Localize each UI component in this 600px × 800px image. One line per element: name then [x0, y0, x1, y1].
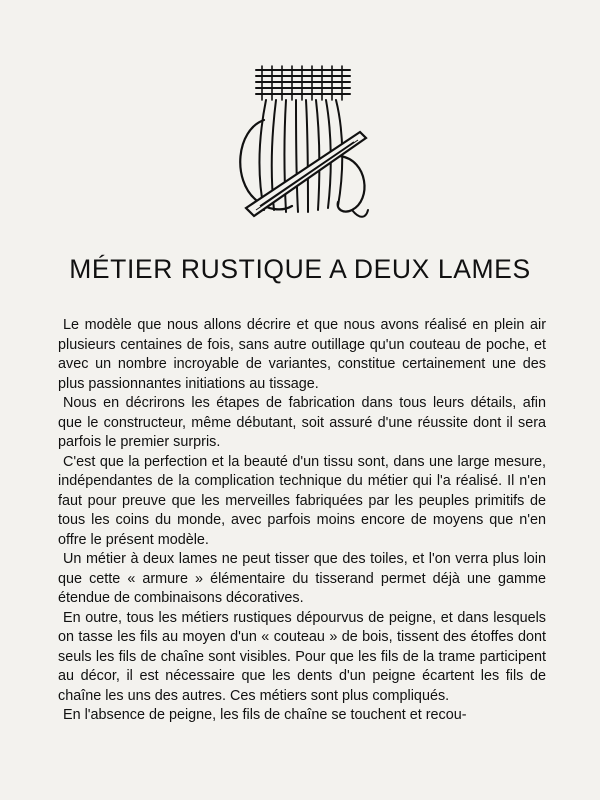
paragraph: C'est que la perfection et la beauté d'un tissu sont, dans une large mesure, indépendantes de la complication technique du métier qui l'a réalisé. Il n'en faut pour preuve que les merveilles fabriquées par les peuples primitifs de tous les coins du monde, avec parfois moins encore de moyens que n'en offre le présent modèle.: [58, 453, 546, 548]
paragraph: En l'absence de peigne, les fils de chaîne se touchent et recou-: [63, 707, 467, 723]
paragraph: Nous en décrirons les étapes de fabrication dans tous leurs détails, afin que le constructeur, même débutant, soit assuré d'une réussite dont il sera parfois le premier surpris.: [58, 395, 546, 450]
body-text: [58, 316, 546, 726]
loom-weaving-icon: [226, 60, 376, 228]
paragraph: Un métier à deux lames ne peut tisser que des toiles, et l'on verra plus loin que cette « armure » élémentaire du tisserand permet déjà une gamme étendue de combinaisons décoratives.: [58, 551, 546, 606]
paragraph: Le modèle que nous allons décrire et que nous avons réalisé en plein air plusieurs centaines de fois, sans autre outillage qu'un couteau de poche, et avec un nombre incroyable de variantes, constitue certainement une des plus passionnantes initiations au tissage.: [58, 317, 546, 392]
page-title: MÉTIER RUSTIQUE A DEUX LAMES: [69, 254, 531, 284]
paragraph: En outre, tous les métiers rustiques dépourvus de peigne, et dans lesquels on tasse les fils au moyen d'un « couteau » de bois, tissent des étoffes dont seuls les fils de chaîne sont visibles. Pour que les fils de la trame participent au décor, il est nécessaire que les dents d'un peigne écartent les fils de chaîne les uns des autres. Ces métiers sont plus compliqués.: [58, 609, 546, 704]
